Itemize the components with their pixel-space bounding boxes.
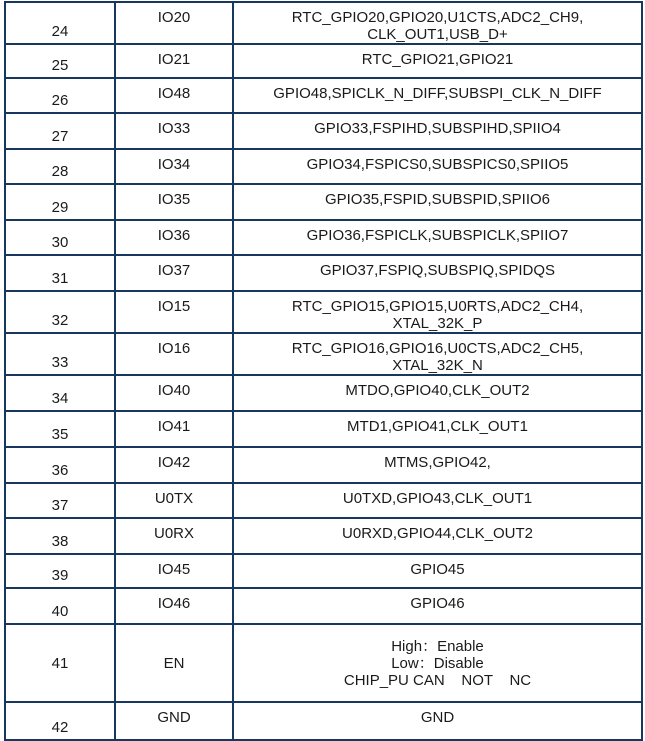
pin-number-cell: 33	[5, 333, 115, 375]
pin-number-cell: 41	[5, 624, 115, 702]
pin-function-cell	[233, 2, 642, 44]
pin-function-cell	[233, 702, 642, 740]
pin-name-cell: IO33	[115, 113, 233, 149]
function-line: XTAL_32K_P	[392, 315, 483, 332]
pin-function-cell	[233, 78, 642, 113]
function-line: GPIO33,FSPIHD,SUBSPIHD,SPIIO4	[314, 120, 561, 137]
pin-name-cell: IO42	[115, 447, 233, 483]
table-row	[5, 411, 642, 447]
function-line: U0RXD,GPIO44,CLK_OUT2	[342, 525, 533, 542]
pin-number-cell: 36	[5, 447, 115, 483]
pin-function-cell	[233, 447, 642, 483]
function-line: GPIO35,FSPID,SUBSPID,SPIIO6	[324, 191, 551, 208]
table-row	[5, 518, 642, 554]
pin-name-cell: IO37	[115, 255, 233, 291]
pin-function-cell	[233, 588, 642, 624]
pin-function-cell	[233, 149, 642, 184]
pin-number-cell: 40	[5, 588, 115, 624]
pin-table-body	[5, 2, 642, 740]
function-line: High：Enable	[391, 637, 484, 655]
pin-name-cell: U0TX	[115, 483, 233, 518]
table-row	[5, 291, 642, 333]
table-row	[5, 149, 642, 184]
pin-function-cell	[233, 518, 642, 554]
function-line: RTC_GPIO15,GPIO15,U0RTS,ADC2_CH4,	[291, 298, 584, 315]
function-line: MTD1,GPIO41,CLK_OUT1	[347, 418, 528, 435]
function-line: RTC_GPIO16,GPIO16,U0CTS,ADC2_CH5,	[291, 340, 584, 357]
pin-function-cell	[233, 291, 642, 333]
function-line: GPIO36,FSPICLK,SUBSPICLK,SPIIO7	[306, 227, 569, 244]
pin-name-cell: IO45	[115, 554, 233, 588]
function-line: GPIO37,FSPIQ,SUBSPIQ,SPIDQS	[319, 262, 556, 279]
table-row	[5, 113, 642, 149]
function-line: GPIO46	[410, 595, 465, 612]
pin-number-cell: 37	[5, 483, 115, 518]
table-row	[5, 554, 642, 588]
pin-name-cell: U0RX	[115, 518, 233, 554]
pin-number-cell: 39	[5, 554, 115, 588]
table-row	[5, 588, 642, 624]
pin-number-cell: 29	[5, 184, 115, 220]
table-row	[5, 255, 642, 291]
pin-name-cell: IO34	[115, 149, 233, 184]
table-row	[5, 375, 642, 411]
pin-name-cell: IO48	[115, 78, 233, 113]
function-line: Low：Disable	[391, 654, 484, 672]
pin-function-cell	[233, 184, 642, 220]
pin-name-cell: IO21	[115, 44, 233, 78]
pin-name-cell: IO35	[115, 184, 233, 220]
pin-number-cell: 25	[5, 44, 115, 78]
table-row	[5, 483, 642, 518]
pin-number-cell: 30	[5, 220, 115, 255]
pin-name-cell: IO46	[115, 588, 233, 624]
pin-function-cell	[233, 554, 642, 588]
table-row	[5, 184, 642, 220]
function-line: RTC_GPIO21,GPIO21	[361, 51, 514, 68]
function-line: RTC_GPIO20,GPIO20,U1CTS,ADC2_CH9,	[291, 9, 584, 26]
function-line: XTAL_32K_N	[392, 357, 483, 374]
pin-number-cell: 42	[5, 702, 115, 740]
function-line: U0TXD,GPIO43,CLK_OUT1	[342, 490, 533, 507]
pin-name-cell: IO15	[115, 291, 233, 333]
pin-number-cell: 38	[5, 518, 115, 554]
pin-function-cell	[233, 483, 642, 518]
table-row	[5, 624, 642, 702]
table-row	[5, 78, 642, 113]
pin-definition-table	[4, 1, 643, 741]
table-row	[5, 2, 642, 44]
table-row	[5, 44, 642, 78]
pin-name-cell: EN	[115, 624, 233, 702]
pin-number-cell: 27	[5, 113, 115, 149]
function-line: MTDO,GPIO40,CLK_OUT2	[345, 382, 530, 399]
pin-number-cell: 24	[5, 2, 115, 44]
pin-function-cell	[233, 624, 642, 702]
table-row	[5, 447, 642, 483]
function-line: GPIO34,FSPICS0,SUBSPICS0,SPIIO5	[306, 156, 569, 173]
pin-function-cell	[233, 220, 642, 255]
pin-name-cell: IO40	[115, 375, 233, 411]
function-line: CHIP_PU CAN NOT NC	[343, 671, 532, 689]
pin-function-cell	[233, 44, 642, 78]
pin-name-cell: GND	[115, 702, 233, 740]
pin-function-cell	[233, 333, 642, 375]
pin-function-cell	[233, 375, 642, 411]
function-line: GPIO45	[410, 561, 465, 578]
table-row	[5, 333, 642, 375]
pin-name-cell: IO16	[115, 333, 233, 375]
table-row	[5, 702, 642, 740]
pin-function-cell	[233, 255, 642, 291]
pin-number-cell: 32	[5, 291, 115, 333]
function-line: CLK_OUT1,USB_D+	[367, 26, 508, 43]
pin-number-cell: 31	[5, 255, 115, 291]
pin-function-cell	[233, 113, 642, 149]
pin-function-cell	[233, 411, 642, 447]
function-line: GPIO48,SPICLK_N_DIFF,SUBSPI_CLK_N_DIFF	[273, 85, 602, 102]
pin-number-cell: 28	[5, 149, 115, 184]
function-line: GND	[420, 709, 455, 726]
function-line: MTMS,GPIO42,	[384, 454, 491, 471]
pin-name-cell: IO36	[115, 220, 233, 255]
pin-number-cell: 35	[5, 411, 115, 447]
pin-number-cell: 26	[5, 78, 115, 113]
pin-name-cell: IO41	[115, 411, 233, 447]
pin-name-cell: IO20	[115, 2, 233, 44]
table-row	[5, 220, 642, 255]
pin-number-cell: 34	[5, 375, 115, 411]
